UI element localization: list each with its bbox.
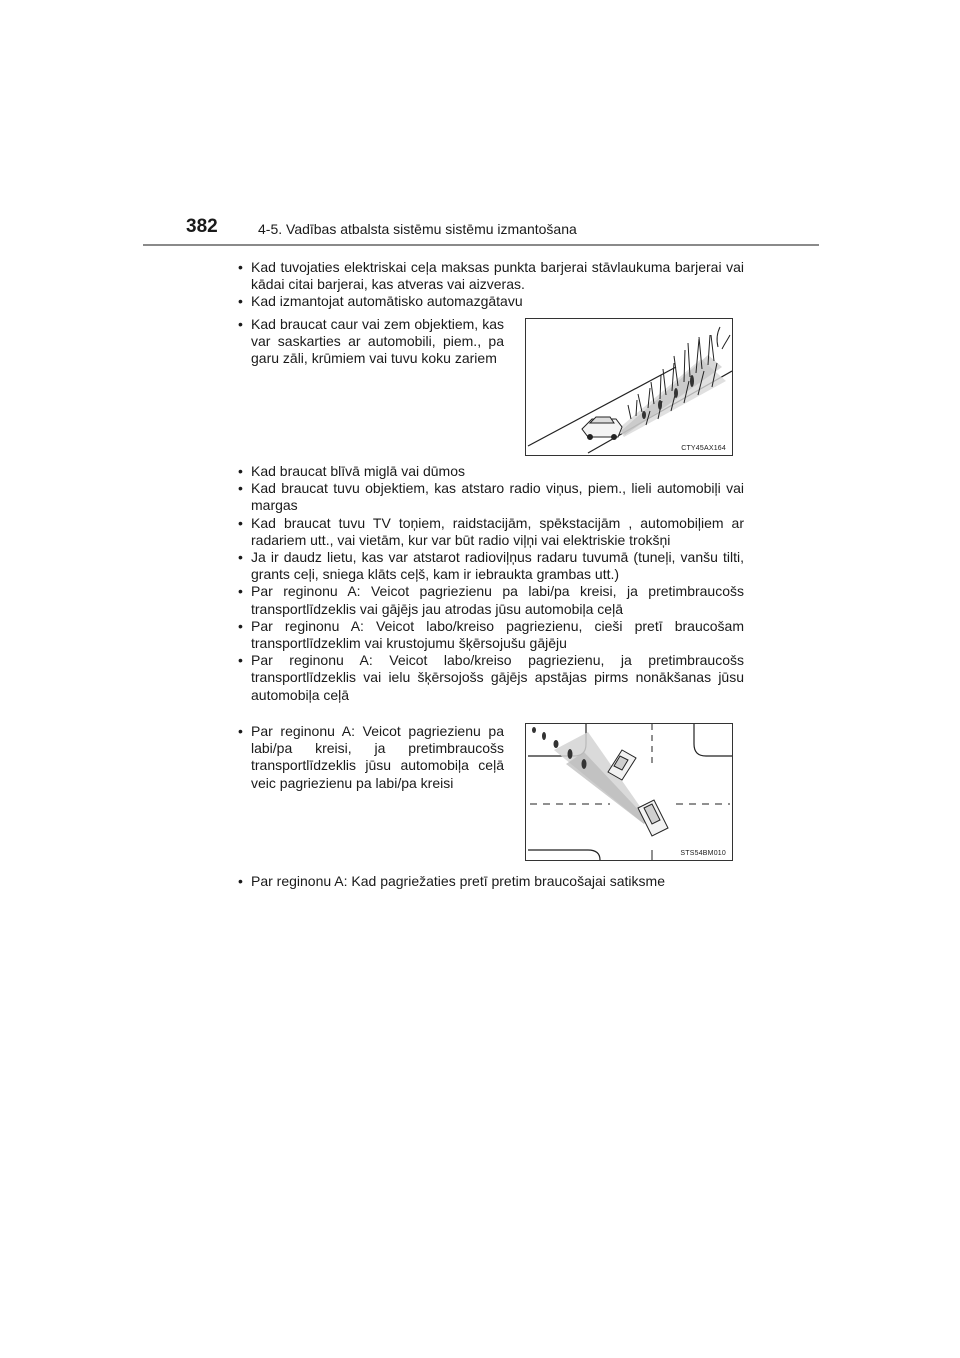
figure-intersection-illustration <box>525 723 733 861</box>
header-rule <box>143 244 819 246</box>
list-item: • Par reginonu A: Veicot pagriezienu pa labi/pa kreisi, ja pretimbraucošs transportlīdzeklis jūsu automobiļa ceļā veic pagriezienu pa labi/pa kreisi <box>238 723 504 792</box>
list-item: • Kad braucat blīvā miglā vai dūmos <box>238 463 744 480</box>
figure-code: CTY45AX164 <box>681 445 726 452</box>
list-item: • Kad braucat caur vai zem objektiem, kas var saskarties ar automobili, piem., pa garu zāli, krūmiem vai tuvu koku zariem <box>238 316 504 368</box>
list-item: • Par reginonu A: Veicot labo/kreiso pagriezienu, cieši pretī braucošam transportlīdzeklim vai krustojumu šķērsojušu gājēju <box>238 618 744 652</box>
list-item: • Kad braucat tuvu TV toņiem, raidstacijām, spēkstacijām , automobiļiem ar radariem utt., vai vietām, kur var būt radio viļņi vai elektriskie trokšņi <box>238 515 744 549</box>
list-item: • Kad tuvojaties elektriskai ceļa maksas punkta barjerai stāvlaukuma barjerai vai kādai citai barjerai, kas atveras vai aizveras. <box>238 259 744 293</box>
page-number: 382 <box>186 216 218 237</box>
figure-tall-grass-illustration <box>525 318 733 456</box>
list-item: • Ja ir daudz lietu, kas var atstarot radioviļņus radaru tuvumā (tuneļi, vanšu tilti, grants ceļi, sniega klāts ceļš, kam ir iebraukta grambas utt.) <box>238 549 744 583</box>
intersection-turn-drawing <box>526 724 732 860</box>
bullet-list-figure-1 <box>238 316 504 368</box>
section-title: 4-5. Vadības atbalsta sistēmu sistēmu izmantošana <box>258 221 577 237</box>
figure-code: STS54BM010 <box>680 850 726 857</box>
bullet-list-top <box>238 259 744 311</box>
list-item: • Par reginonu A: Veicot pagriezienu pa labi/pa kreisi, ja pretimbraucošs transportlīdzeklis vai gājējs jau atrodas jūsu automobiļa ceļā <box>238 583 744 617</box>
list-item: • Par reginonu A: Veicot labo/kreiso pagriezienu, ja pretimbraucošs transportlīdzeklis vai ielu šķērsojošs gājējs apstājas pirms nonākšanas jūsu automobiļa ceļā <box>238 652 744 704</box>
bullet-list-figure-2 <box>238 723 504 792</box>
tall-grass-car-drawing <box>526 319 732 455</box>
bullet-list-middle <box>238 463 744 704</box>
list-item: • Kad braucat tuvu objektiem, kas atstaro radio viņus, piem., lieli automobiļi vai margas <box>238 480 744 514</box>
bullet-list-bottom <box>238 873 744 890</box>
list-item: • Kad izmantojat automātisko automazgātavu <box>238 293 744 310</box>
list-item: • Par reginonu A: Kad pagriežaties pretī pretim braucošajai satiksme <box>238 873 744 890</box>
